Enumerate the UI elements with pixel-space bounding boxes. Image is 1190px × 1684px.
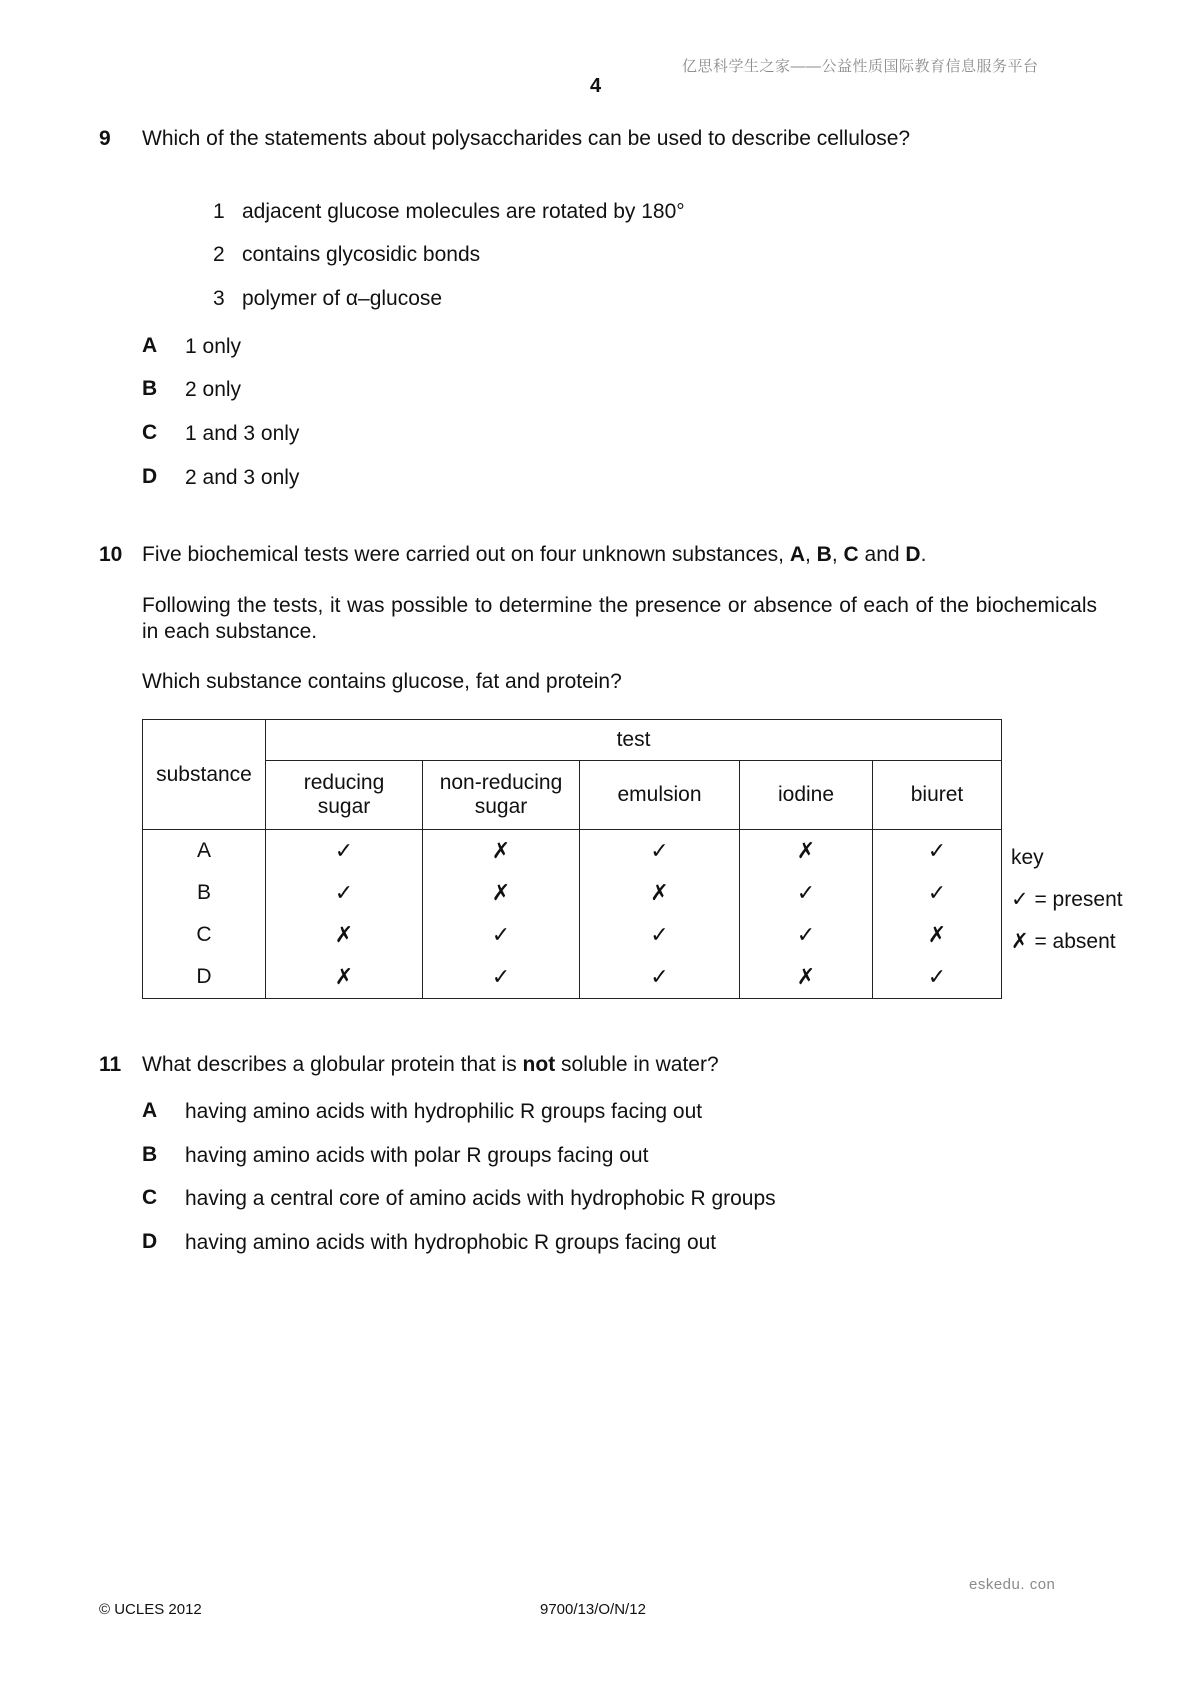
footer-copyright: © UCLES 2012 [99,1601,202,1618]
q11-option-text: having amino acids with hydrophilic R groups facing out [185,1100,703,1123]
table-row [143,830,1002,873]
q9-option-letter: B [142,377,158,400]
substance-cell: D [143,956,266,999]
result-cell: ✓ [873,830,1002,873]
q9-statement-text: contains glycosidic bonds [242,243,481,266]
q11-option-letter: C [142,1186,158,1209]
q9-option-letter: A [142,334,158,357]
q9-option-letter: D [142,465,158,488]
q9-statement-num: 2 [213,243,225,266]
q9-option-letter: C [142,421,158,444]
q9-statement-num: 1 [213,200,225,223]
q11-option-letter: D [142,1230,158,1253]
result-cell: ✓ [740,872,873,914]
result-cell: ✓ [580,830,740,873]
substance-cell: C [143,914,266,956]
result-cell: ✓ [740,914,873,956]
q11-option-text: having amino acids with hydrophobic R groups facing out [185,1231,717,1254]
key-title: key [1011,846,1044,869]
q9-number: 9 [99,127,111,150]
q10-stem: Five biochemical tests were carried out on four unknown substances, A, B, C and D. [142,543,927,566]
q10-number: 10 [99,543,123,566]
result-cell: ✓ [873,956,1002,999]
column-header-reducing-sugar: reducing sugar [266,761,423,830]
q11-stem: What describes a globular protein that is not soluble in water? [142,1053,719,1076]
q10-paragraph: Following the tests, it was possible to determine the presence or absence of each of the biochemicals in each substance. [142,594,1097,643]
footer-code: 9700/13/O/N/12 [540,1601,646,1618]
q9-statement-text: polymer of α–glucose [242,287,443,310]
result-cell: ✓ [580,956,740,999]
result-cell: ✗ [423,830,580,873]
q9-option-text: 1 only [185,335,242,358]
substance-header: substance [143,720,266,830]
result-cell: ✓ [423,956,580,999]
q9-option-text: 1 and 3 only [185,422,300,445]
result-cell: ✗ [266,914,423,956]
q11-option-text: having a central core of amino acids with hydrophobic R groups [185,1187,776,1210]
table-row [143,956,1002,999]
table-row [143,872,1002,914]
result-cell: ✗ [740,956,873,999]
q10-question: Which substance contains glucose, fat and protein? [142,670,622,693]
q9-statement-text: adjacent glucose molecules are rotated by 180° [242,200,685,223]
result-cell: ✓ [580,914,740,956]
key-absent: ✗ = absent [1011,930,1116,953]
substance-cell: B [143,872,266,914]
q9-option-text: 2 only [185,378,242,401]
q9-statement-num: 3 [213,287,225,310]
q11-option-letter: B [142,1143,158,1166]
q11-option-letter: A [142,1099,158,1122]
result-cell: ✗ [740,830,873,873]
header-watermark: 亿思科学生之家——公益性质国际教育信息服务平台 [682,58,1039,75]
substance-cell: A [143,830,266,873]
table-row [143,914,1002,956]
footer-site: eskedu. con [969,1576,1056,1593]
result-cell: ✓ [423,914,580,956]
q9-option-text: 2 and 3 only [185,466,300,489]
tick-icon: ✓ [1011,888,1029,911]
q11-option-text: having amino acids with polar R groups facing out [185,1144,649,1167]
result-cell: ✓ [266,830,423,873]
result-cell: ✗ [423,872,580,914]
result-cell: ✓ [873,872,1002,914]
test-header: test [266,720,1002,761]
key-present: ✓ = present [1011,888,1123,911]
column-header-biuret: biuret [873,761,1002,830]
column-header-non-reducing-sugar: non-reducing sugar [423,761,580,830]
biochemical-tests-table [142,719,1002,999]
result-cell: ✓ [266,872,423,914]
cross-icon: ✗ [1011,930,1029,953]
q9-stem: Which of the statements about polysaccharides can be used to describe cellulose? [142,127,911,150]
column-header-iodine: iodine [740,761,873,830]
column-header-emulsion: emulsion [580,761,740,830]
result-cell: ✗ [873,914,1002,956]
q11-number: 11 [99,1053,122,1076]
page-number: 4 [590,75,602,97]
result-cell: ✗ [266,956,423,999]
result-cell: ✗ [580,872,740,914]
